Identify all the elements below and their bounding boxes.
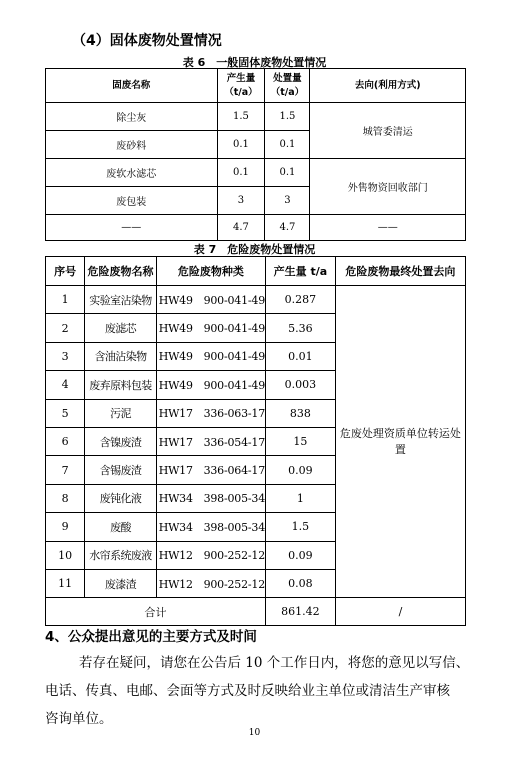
cell-amount: 0.09 [266, 456, 336, 484]
header-category: 危险废物种类 [156, 257, 265, 286]
cell-no: 9 [46, 513, 85, 541]
table6-total-row [46, 215, 466, 241]
cell-disposed: 0.1 [265, 159, 310, 187]
cell-amount: 0.287 [266, 286, 336, 314]
table-row [46, 103, 466, 131]
header-destination: 去向(利用方式) [310, 69, 466, 103]
cell-category: HW34 398-005-34 [156, 484, 265, 512]
cell-no: 11 [46, 569, 85, 597]
header-disposed-unit: （t/a） [270, 86, 305, 98]
cell-disposed: 4.7 [265, 215, 310, 241]
cell-amount: 1.5 [266, 513, 336, 541]
cell-category: HW49 900-041-49 [156, 342, 265, 370]
header-name: 危险废物名称 [85, 257, 156, 286]
header-no: 序号 [46, 257, 85, 286]
cell-name: —— [46, 215, 218, 241]
header-name: 固废名称 [46, 69, 218, 103]
cell-no: 5 [46, 399, 85, 427]
cell-no: 8 [46, 484, 85, 512]
header-amount: 产生量 t/a [266, 257, 336, 286]
table6-header-row [46, 69, 466, 103]
cell-amount: 0.01 [266, 342, 336, 370]
table7-header-row [46, 257, 466, 286]
cell-name: 废钝化液 [85, 484, 156, 512]
cell-no: 10 [46, 541, 85, 569]
cell-category: HW34 398-005-34 [156, 513, 265, 541]
general-waste-table [45, 68, 466, 241]
cell-name: 水帘系统废液 [85, 541, 156, 569]
cell-category: HW17 336-064-17 [156, 456, 265, 484]
cell-destination: 危废处理资质单位转运处置 [335, 286, 465, 598]
table-row [46, 286, 466, 314]
header-produced-label: 产生量 [226, 72, 256, 84]
table7-caption: 表 7 危险废物处置情况 [193, 243, 316, 256]
cell-category: HW49 900-041-49 [156, 286, 265, 314]
cell-name: 废砂料 [46, 131, 218, 159]
paragraph-line-3: 咨询单位。 [45, 711, 113, 727]
cell-produced: 4.7 [217, 215, 265, 241]
cell-destination: —— [310, 215, 466, 241]
total-amount: 861.42 [266, 598, 336, 626]
cell-amount: 15 [266, 427, 336, 455]
paragraph-line-2: 电话、传真、电邮、会面等方式及时反映给业主单位或清洁生产审核 [45, 683, 450, 699]
table-row [46, 159, 466, 187]
hazardous-waste-table [45, 256, 466, 626]
cell-produced: 0.1 [217, 131, 265, 159]
table7-total-row [46, 598, 466, 626]
cell-name: 废滤芯 [85, 314, 156, 342]
cell-name: 废漆渣 [85, 569, 156, 597]
section4-title: 4、公众提出意见的主要方式及时间 [45, 629, 257, 645]
section-title: （4）固体废物处置情况 [72, 33, 222, 49]
cell-name: 除尘灰 [46, 103, 218, 131]
header-disposed-label: 处置量 [273, 72, 302, 84]
cell-amount: 1 [266, 484, 336, 512]
cell-name: 污泥 [85, 399, 156, 427]
cell-disposed: 1.5 [265, 103, 310, 131]
cell-category: HW49 900-041-49 [156, 314, 265, 342]
cell-name: 实验室沾染物 [85, 286, 156, 314]
cell-disposed: 3 [265, 187, 310, 215]
cell-name: 含镍废渣 [85, 427, 156, 455]
header-produced [217, 69, 265, 103]
cell-produced: 3 [217, 187, 265, 215]
total-destination: / [335, 598, 465, 626]
cell-no: 7 [46, 456, 85, 484]
cell-no: 1 [46, 286, 85, 314]
cell-name: 废酸 [85, 513, 156, 541]
cell-produced: 0.1 [217, 159, 265, 187]
cell-amount: 838 [266, 399, 336, 427]
header-produced-unit: （t/a） [224, 86, 258, 98]
paragraph-line-1: 若存在疑问，请您在公告后 10 个工作日内，将您的意见以写信、 [79, 655, 470, 671]
header-destination: 危险废物最终处置去向 [335, 257, 465, 286]
table6-caption: 表 6 一般固体废物处置情况 [182, 56, 327, 69]
cell-disposed: 0.1 [265, 131, 310, 159]
total-label: 合计 [46, 598, 266, 626]
cell-name: 含油沾染物 [85, 342, 156, 370]
cell-amount: 0.09 [266, 541, 336, 569]
cell-name: 废包装 [46, 187, 218, 215]
cell-category: HW17 336-063-17 [156, 399, 265, 427]
cell-no: 6 [46, 427, 85, 455]
cell-category: HW12 900-252-12 [156, 541, 265, 569]
header-disposed [265, 69, 310, 103]
page-number: 10 [248, 728, 261, 738]
cell-name: 含锡废渣 [85, 456, 156, 484]
cell-category: HW12 900-252-12 [156, 569, 265, 597]
cell-amount: 0.003 [266, 371, 336, 399]
cell-destination-group-1: 城管委清运 [310, 103, 466, 159]
cell-no: 4 [46, 371, 85, 399]
cell-no: 2 [46, 314, 85, 342]
cell-name: 废弃原料包装 [85, 371, 156, 399]
cell-destination-group-2: 外售物资回收部门 [310, 159, 466, 215]
cell-amount: 5.36 [266, 314, 336, 342]
cell-no: 3 [46, 342, 85, 370]
cell-amount: 0.08 [266, 569, 336, 597]
cell-name: 废软水滤芯 [46, 159, 218, 187]
cell-category: HW49 900-041-49 [156, 371, 265, 399]
cell-produced: 1.5 [217, 103, 265, 131]
cell-category: HW17 336-054-17 [156, 427, 265, 455]
